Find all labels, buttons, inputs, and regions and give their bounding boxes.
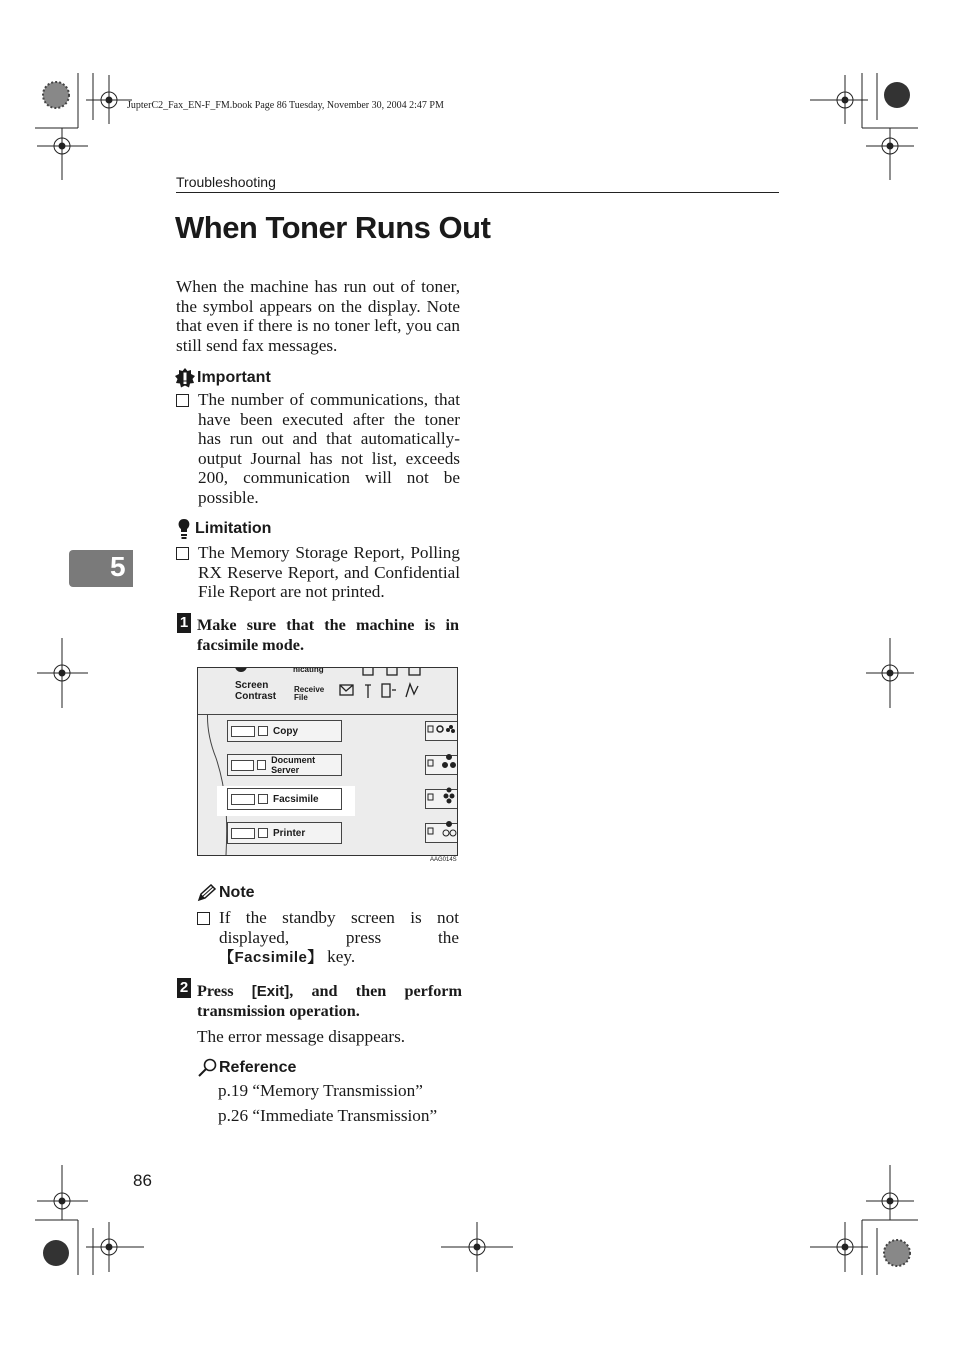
- receive-label: Receive: [294, 685, 325, 694]
- step-2-instruction: [197, 982, 462, 1021]
- receive-file-label: [294, 686, 324, 702]
- note-list-item: [197, 908, 459, 968]
- limitation-text: The Memory Storage Report, Polling RX Reserve Report, and Confidential File Report are not printed.: [198, 543, 460, 602]
- reference-label: Reference: [219, 1059, 297, 1076]
- status-icons: [338, 667, 458, 702]
- note-heading: [197, 884, 255, 902]
- reference-heading: [197, 1058, 296, 1078]
- print-info-line: JupterC2_Fax_EN-F_FM.book Page 86 Tuesday, November 30, 2004 2:47 PM: [127, 100, 444, 111]
- header-rule: [176, 192, 779, 193]
- document-server-key-label: Document Server: [271, 755, 316, 775]
- side-key-icons: [427, 720, 457, 850]
- important-list-item: [176, 390, 460, 508]
- limitation-list-item: [176, 543, 460, 602]
- limitation-label: Limitation: [195, 520, 272, 537]
- reference-link-immediate-transmission[interactable]: p.26 “Immediate Transmission”: [218, 1106, 438, 1125]
- page-number: 86: [133, 1171, 152, 1190]
- checkbox-bullet-icon: [176, 394, 189, 407]
- note-label: Note: [219, 884, 255, 901]
- step-2-result: The error message disappears.: [197, 1027, 406, 1046]
- screen-contrast-label: [235, 680, 276, 702]
- printer-key[interactable]: [227, 822, 342, 844]
- important-heading: [175, 368, 271, 388]
- note-text-before: If the standby screen is not displayed, press the: [219, 908, 459, 947]
- step-1-instruction: Make sure that the machine is in facsimile mode.: [197, 616, 459, 654]
- limitation-icon: [175, 518, 193, 540]
- important-text: The number of communications, that have been executed after the toner has run out and that automatically-output Journal has not list, exceeds 200, communication will not be possible.: [198, 390, 460, 507]
- facsimile-key-label: Facsimile: [273, 793, 319, 805]
- pencil-icon: [197, 884, 217, 902]
- chapter-number: 5: [110, 551, 126, 582]
- communicating-label: nicating: [293, 667, 324, 674]
- reference-link-memory-transmission[interactable]: p.19 “Memory Transmission”: [218, 1081, 423, 1100]
- note-text-after: key.: [322, 947, 356, 967]
- step-number-badge: 2: [177, 978, 191, 998]
- contrast-label: Contrast: [235, 691, 277, 702]
- figure-code: AAG014S: [430, 857, 457, 863]
- copy-key-label: Copy: [273, 725, 298, 737]
- document-server-key[interactable]: [227, 754, 342, 776]
- printer-key-label: Printer: [273, 827, 306, 839]
- screen-label: Screen: [235, 680, 269, 691]
- control-panel-illustration: [197, 667, 458, 856]
- checkbox-bullet-icon: [176, 547, 189, 560]
- page-title: When Toner Runs Out: [175, 210, 491, 245]
- note-text: [219, 908, 459, 968]
- step-number-badge: 1: [177, 613, 191, 633]
- facsimile-key[interactable]: [227, 788, 342, 810]
- step-2-text-after: , and then perform transmission operation.: [197, 982, 462, 1020]
- facsimile-key-name: 【Facsimile】: [219, 949, 323, 967]
- copy-key[interactable]: [227, 720, 342, 742]
- file-label: File: [294, 693, 308, 702]
- exit-key-name: [Exit]: [251, 983, 290, 1000]
- running-head: Troubleshooting: [176, 174, 276, 190]
- important-icon: [175, 368, 195, 388]
- limitation-heading: [175, 518, 271, 540]
- checkbox-bullet-icon: [197, 912, 210, 925]
- intro-paragraph: When the machine has run out of toner, the symbol appears on the display. Note that even if there is no toner left, you can still send fax messages.: [176, 277, 460, 355]
- magnifier-icon: [197, 1058, 217, 1078]
- step-2-text-before: Press: [197, 982, 252, 1000]
- important-label: Important: [197, 369, 271, 386]
